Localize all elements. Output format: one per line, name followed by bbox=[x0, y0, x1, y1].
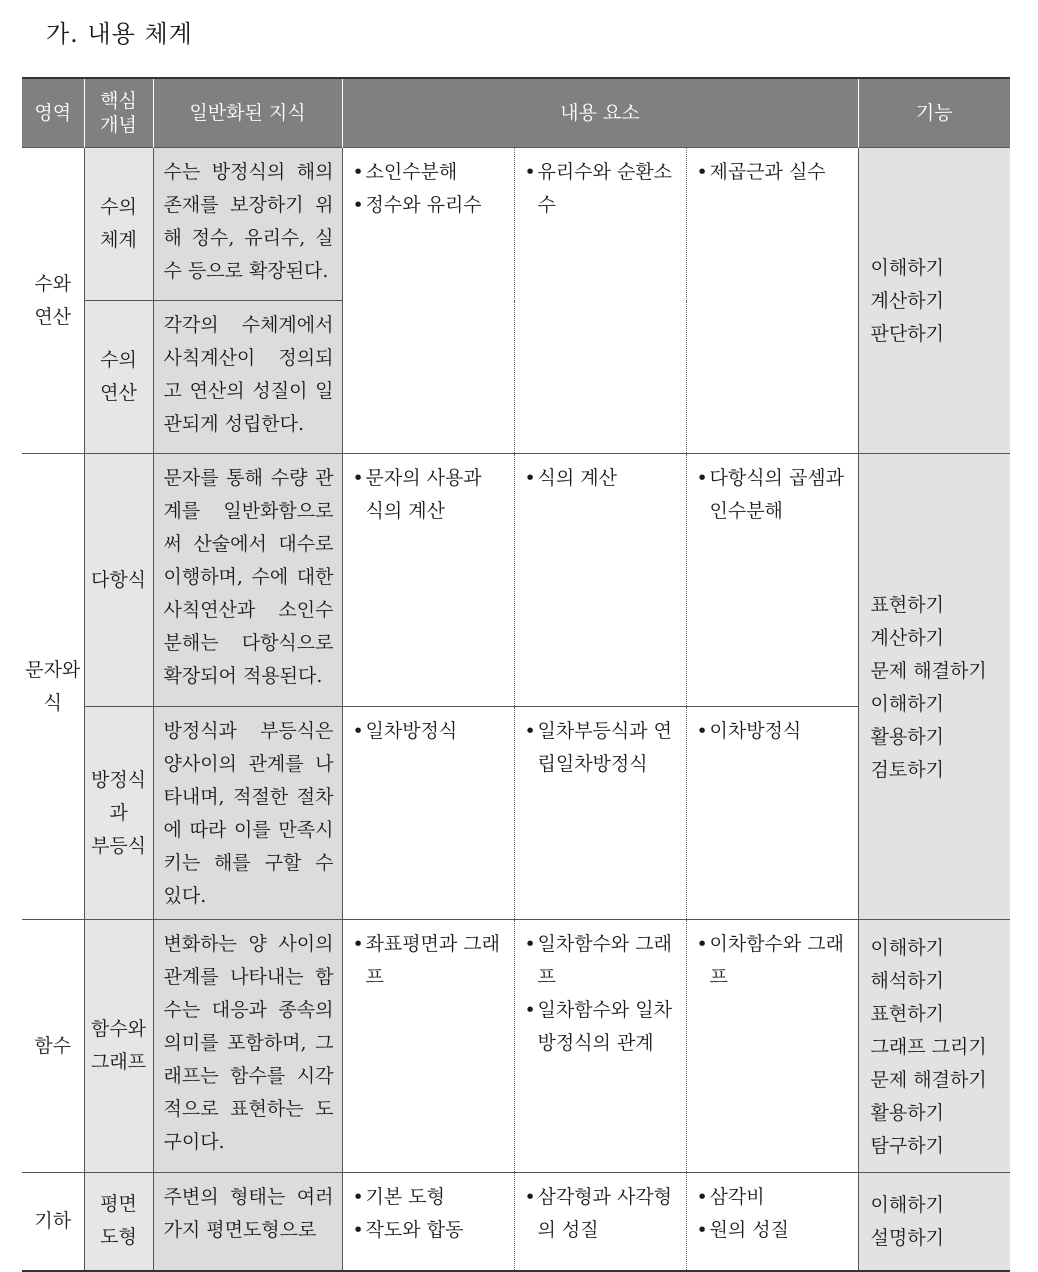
core-concept-cell: 다항식 bbox=[84, 454, 153, 707]
list-item: • 이차방정식 bbox=[696, 720, 802, 742]
function-item: 표현하기 bbox=[870, 1002, 944, 1025]
content-element-cell bbox=[686, 707, 858, 920]
table-row bbox=[22, 454, 1010, 707]
area-label-line2: 식 bbox=[43, 691, 62, 714]
function-item: 문제 해결하기 bbox=[870, 1068, 987, 1091]
core-label-line1: 수의 bbox=[100, 349, 137, 371]
content-system-table bbox=[22, 77, 1010, 1272]
list-item: • 기본 도형 bbox=[352, 1186, 445, 1208]
list-item: • 일차방정식 bbox=[352, 720, 458, 742]
content-element-cell bbox=[686, 148, 858, 454]
list-item: • 정수와 유리수 bbox=[352, 194, 482, 216]
list-item: • 문자의 사용과 식의 계산 bbox=[352, 467, 482, 522]
content-element-cell bbox=[514, 454, 686, 707]
functions-cell bbox=[858, 454, 1010, 920]
content-element-cell bbox=[342, 148, 514, 454]
list-item: • 원의 성질 bbox=[696, 1219, 789, 1241]
header-row bbox=[22, 78, 1010, 148]
list-item: • 일차함수와 일차방정식의 관계 bbox=[524, 999, 673, 1054]
header-functions: 기능 bbox=[858, 78, 1010, 148]
core-concept-cell bbox=[84, 1173, 153, 1271]
core-label-line1: 방정식 bbox=[90, 768, 147, 791]
header-general-knowledge: 일반화된 지식 bbox=[153, 78, 342, 148]
list-item: • 일차부등식과 연립일차방정식 bbox=[524, 720, 673, 775]
core-concept-cell bbox=[84, 148, 153, 301]
function-item: 활용하기 bbox=[870, 725, 944, 748]
function-item: 표현하기 bbox=[870, 593, 944, 616]
function-item: 문제 해결하기 bbox=[870, 659, 987, 682]
area-label-line1: 문자와 bbox=[25, 658, 81, 681]
header-core-concept bbox=[84, 78, 153, 148]
function-item: 그래프 그리기 bbox=[870, 1035, 987, 1058]
list-item: • 작도와 합동 bbox=[352, 1219, 464, 1241]
general-knowledge-cell: 방정식과 부등식은 양사이의 관계를 나타내며, 적절한 절차에 따라 이를 만족시키는 해를 구할 수 있다. bbox=[153, 707, 342, 920]
area-cell-algebra bbox=[22, 454, 84, 920]
general-knowledge-cell: 변화하는 양 사이의 관계를 나타내는 함수는 대응과 종속의 의미를 포함하며, 그래프는 함수를 시각적으로 표현하는 도구이다. bbox=[153, 920, 342, 1173]
content-element-cell bbox=[686, 920, 858, 1173]
function-item: 이해하기 bbox=[870, 257, 944, 279]
core-concept-cell bbox=[84, 301, 153, 454]
core-label-line2: 과 bbox=[109, 801, 128, 824]
area-label-line1: 수와 bbox=[34, 272, 72, 295]
functions-cell bbox=[858, 148, 1010, 454]
table-row bbox=[22, 920, 1010, 1173]
functions-cell bbox=[858, 920, 1010, 1173]
functions-cell bbox=[858, 1173, 1010, 1271]
content-element-cell bbox=[514, 148, 686, 454]
list-item: • 다항식의 곱셈과 인수분해 bbox=[696, 467, 845, 522]
function-item: 이해하기 bbox=[870, 692, 944, 715]
function-item: 계산하기 bbox=[870, 290, 944, 312]
content-element-cell bbox=[686, 454, 858, 707]
core-label-line2: 연산 bbox=[100, 382, 137, 404]
list-item: • 좌표평면과 그래프 bbox=[352, 933, 501, 988]
core-label-line1: 함수와 bbox=[90, 1018, 147, 1040]
list-item: • 이차함수와 그래프 bbox=[696, 933, 845, 988]
core-concept-cell bbox=[84, 920, 153, 1173]
core-label-line2: 도형 bbox=[100, 1226, 137, 1249]
list-item: • 일차함수와 그래프 bbox=[524, 933, 673, 988]
list-item: • 식의 계산 bbox=[524, 467, 617, 489]
core-label-line1: 평면 bbox=[100, 1193, 137, 1216]
content-element-cell bbox=[686, 1173, 858, 1271]
header-area: 영역 bbox=[22, 78, 84, 148]
core-label-line2: 체계 bbox=[100, 229, 137, 251]
core-label-line3: 부등식 bbox=[90, 834, 147, 857]
general-knowledge-cell: 문자를 통해 수량 관계를 일반화함으로써 산술에서 대수로 이행하며, 수에 대한 사칙연산과 소인수분해는 다항식으로 확장되어 적용된다. bbox=[153, 454, 342, 707]
content-element-cell bbox=[342, 454, 514, 707]
area-label-line2: 연산 bbox=[34, 305, 72, 328]
function-item: 설명하기 bbox=[870, 1227, 944, 1250]
core-label-line2: 그래프 bbox=[90, 1051, 147, 1073]
function-item: 해석하기 bbox=[870, 969, 944, 992]
list-item: • 유리수와 순환소수 bbox=[524, 161, 673, 216]
function-item: 이해하기 bbox=[870, 1194, 944, 1217]
function-item: 탐구하기 bbox=[870, 1134, 944, 1157]
section-title: 가. 내용 체계 bbox=[46, 20, 193, 48]
general-knowledge-cell: 수는 방정식의 해의 존재를 보장하기 위해 정수, 유리수, 실수 등으로 확장된다. bbox=[153, 148, 342, 301]
content-element-cell bbox=[514, 1173, 686, 1271]
content-element-cell bbox=[514, 707, 686, 920]
list-item: • 제곱근과 실수 bbox=[696, 161, 826, 183]
header-content-elements: 내용 요소 bbox=[342, 78, 858, 148]
content-element-cell bbox=[342, 707, 514, 920]
function-item: 활용하기 bbox=[870, 1101, 944, 1124]
core-label-line1: 수의 bbox=[100, 196, 137, 218]
table-row bbox=[22, 1173, 1010, 1271]
content-element-cell bbox=[342, 920, 514, 1173]
area-cell-function: 함수 bbox=[22, 920, 84, 1173]
list-item: • 소인수분해 bbox=[352, 161, 458, 183]
core-concept-cell bbox=[84, 707, 153, 920]
list-item: • 삼각비 bbox=[696, 1186, 765, 1208]
content-element-cell bbox=[514, 920, 686, 1173]
function-item: 계산하기 bbox=[870, 626, 944, 649]
general-knowledge-cell: 각각의 수체계에서 사칙계산이 정의되고 연산의 성질이 일관되게 성립한다. bbox=[153, 301, 342, 454]
function-item: 판단하기 bbox=[870, 323, 944, 345]
area-cell-number bbox=[22, 148, 84, 454]
function-item: 검토하기 bbox=[870, 758, 944, 781]
header-core-line1: 핵심 bbox=[100, 90, 137, 112]
area-cell-geometry: 기하 bbox=[22, 1173, 84, 1271]
header-core-line2: 개념 bbox=[100, 114, 137, 136]
function-item: 이해하기 bbox=[870, 936, 944, 959]
table-row bbox=[22, 148, 1010, 301]
general-knowledge-cell: 주변의 형태는 여러 가지 평면도형으로 bbox=[153, 1173, 342, 1271]
list-item: • 삼각형과 사각형의 성질 bbox=[524, 1186, 673, 1241]
content-element-cell bbox=[342, 1173, 514, 1271]
